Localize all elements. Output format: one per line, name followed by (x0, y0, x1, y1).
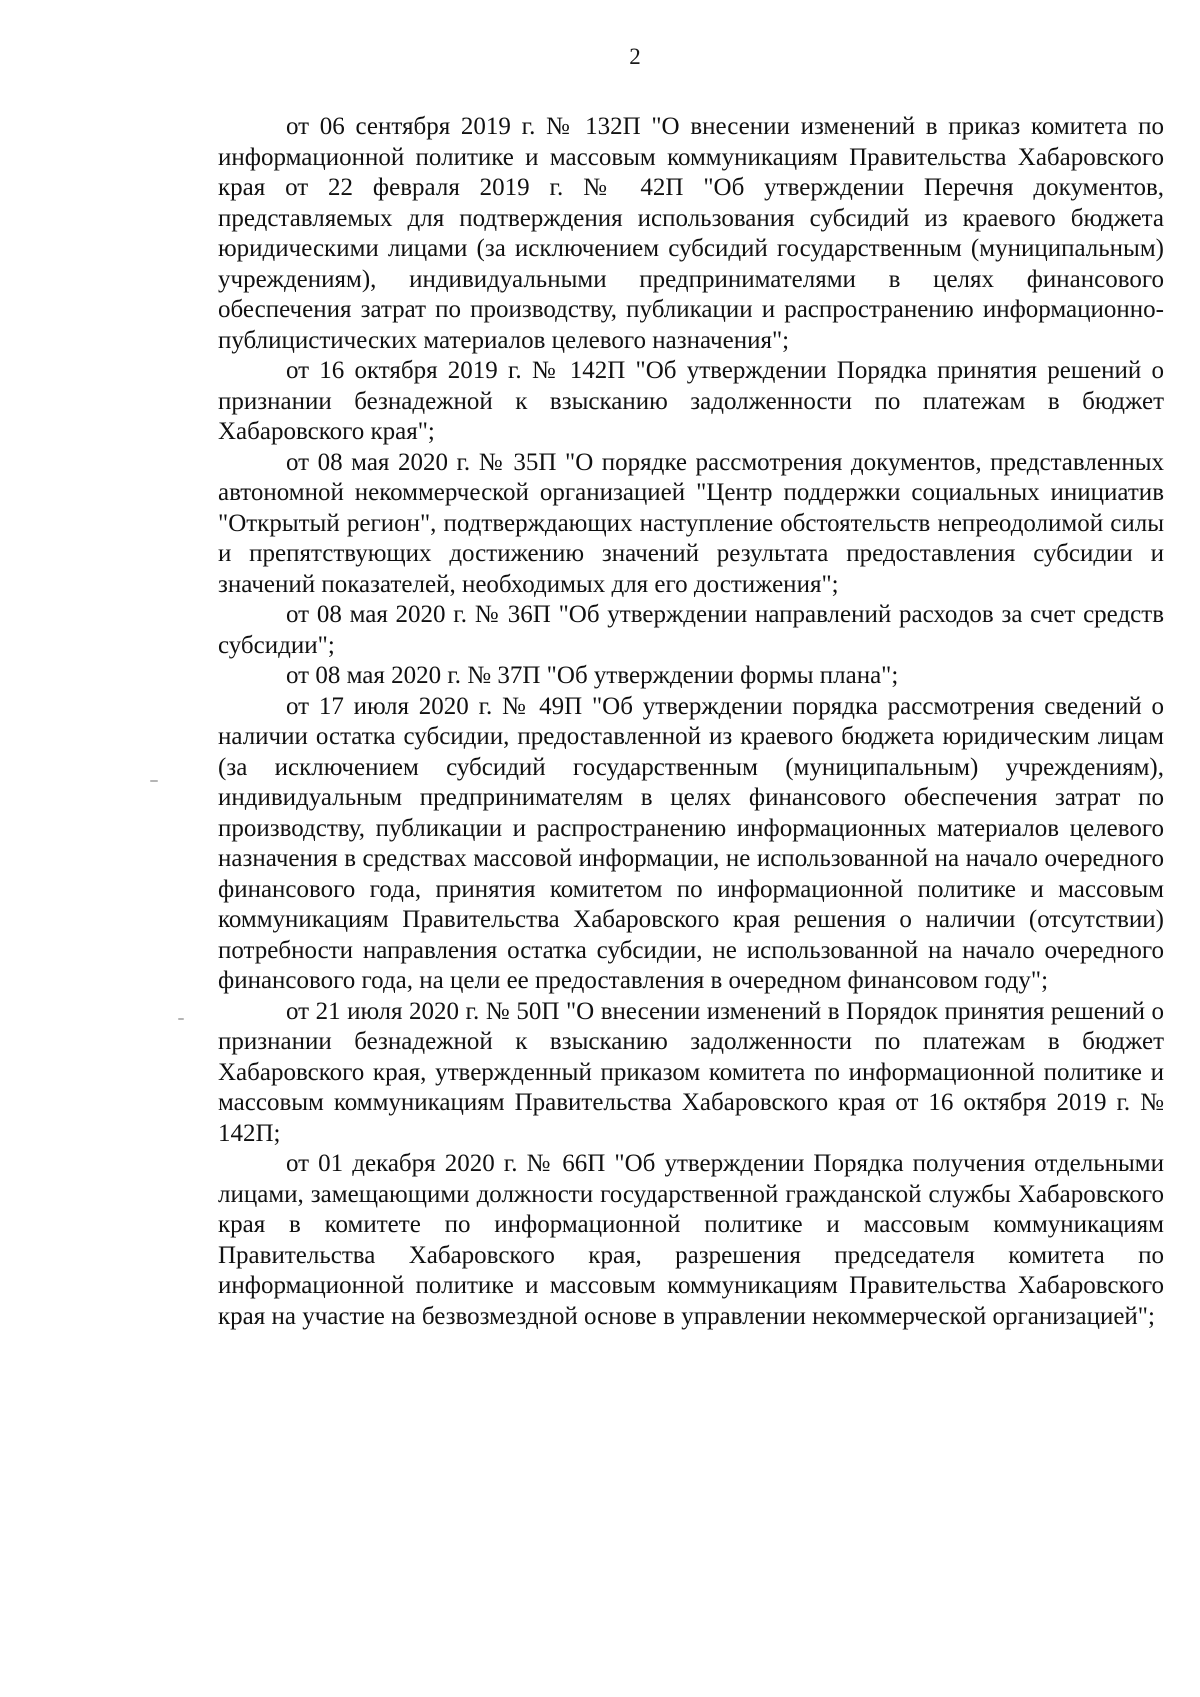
paragraph-order-35p: от 08 мая 2020 г. № 35П "О порядке рассмотрения документов, представленных автономной некоммерческой организацией "Центр поддержки социальных инициатив "Открытый регион", подтверждающих наступление обстоятельств непреодолимой силы и препятствующих достижению значений результата предоставления субсидии и значений показателей, необходимых для его достижения"; (218, 448, 1164, 598)
paragraph-order-142p: от 16 октября 2019 г. № 142П "Об утверждении Порядка принятия решений о признании безнадежной к взысканию задолженности по платежам в бюджет Хабаровского края"; (218, 357, 1164, 445)
paragraph-order-49p: от 17 июля 2020 г. № 49П "Об утверждении порядка рассмотрения сведений о наличии остатка субсидии, предоставленной из краевого бюджета юридическим лицам (за исключением субсидий государственным (муниципальным) учреждениям), индивидуальным предпринимателям в целях финансового обеспечения затрат по производству, публикации и распространению информационных материалов целевого назначения в средствах массовой информации, не использованной на начало очередного финансового года, принятия комитетом по информационной политике и массовым коммуникациям Правительства Хабаровского края решения о наличии (отсутствии) потребности направления остатка субсидии, не использованной на начало очередного финансового года, на цели ее предоставления в очередном финансовом году"; (218, 692, 1164, 994)
document-body (218, 112, 1164, 1332)
scan-mark (178, 1018, 184, 1020)
page-number: 2 (629, 44, 641, 69)
paragraph-order-50p: от 21 июля 2020 г. № 50П "О внесении изменений в Порядок принятия решений о признании безнадежной к взысканию задолженности по платежам в бюджет Хабаровского края, утвержденный приказом комитета по информационной политике и массовым коммуникациям Правительства Хабаровского края от 16 октября 2019 г. № 142П; (218, 997, 1164, 1147)
paragraph-order-37p: от 08 мая 2020 г. № 37П "Об утверждении формы плана"; (286, 662, 899, 689)
paragraph-order-66p: от 01 декабря 2020 г. № 66П "Об утверждении Порядка получения отдельными лицами, замещающими должности государственной гражданской службы Хабаровского края в комитете по информационной политике и массовым коммуникациям Правительства Хабаровского края, разрешения председателя комитета по информационной политике и массовым коммуникациям Правительства Хабаровского края на участие на безвозмездной основе в управлении некоммерческой организацией"; (218, 1150, 1164, 1330)
paragraph-order-132p: от 06 сентября 2019 г. № 132П "О внесении изменений в приказ комитета по информационной политике и массовым коммуникациям Правительства Хабаровского края от 22 февраля 2019 г. № 42П "Об утверждении Перечня документов, представляемых для подтверждения использования субсидий из краевого бюджета юридическими лицами (за исключением субсидий государственным (муниципальным) учреждениям), индивидуальными предпринимателями в целях финансового обеспечения затрат по производству, публикации и распространению информационно-публицистических материалов целевого назначения"; (218, 113, 1164, 354)
paragraph-order-36p: от 08 мая 2020 г. № 36П "Об утверждении направлений расходов за счет средств субсидии"; (218, 601, 1164, 659)
scan-mark (150, 780, 158, 782)
